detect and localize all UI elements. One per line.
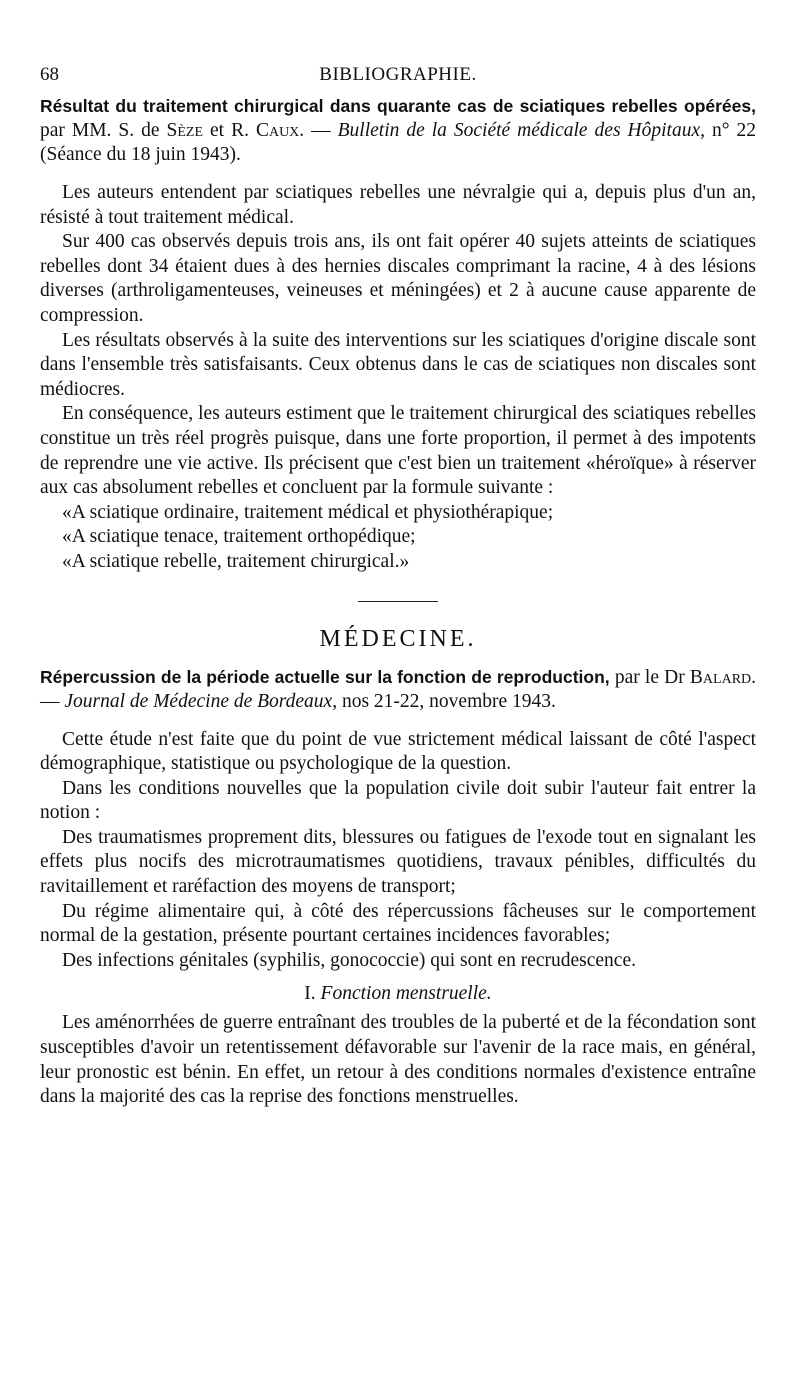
entry-2-body [40,728,756,974]
quote-line: «A sciatique tenace, traitement orthopédique; [62,526,416,548]
subsection-heading [40,983,756,1005]
running-header [40,64,756,94]
section-divider [358,601,438,602]
entry-1-and: et R. [210,120,249,141]
page-number: 68 [40,64,59,85]
quote-line: «A sciatique ordinaire, traitement médical et physiothérapique; [62,501,554,523]
paragraph: En conséquence, les auteurs estiment que le traitement chirurgical des sciatiques rebelles constitue un très réel progrès puisque, dans une forte proportion, il permet à des impotents de reprendre une vie active. Ils précisent que c'est bien un traitement «héroïque» à réserver aux cas absolument rebelles et concluent par la formule suivante : [40,403,756,499]
subsection-numeral: I. [304,983,316,1005]
bibliography-entry-1 [40,94,756,167]
quote-line: «A sciatique rebelle, traitement chirurgical.» [62,550,410,572]
entry-1-title: Résultat du traitement chirurgical dans quarante cas de sciatiques rebelles opérées, [40,96,756,116]
paragraph: Des infections génitales (syphilis, gonococcie) qui sont en recrudescence. [62,949,636,971]
entry-2-journal: Journal de Médecine de Bordeaux, [64,690,338,712]
paragraph: Les résultats observés à la suite des interventions sur les sciatiques d'origine discale sont dans l'ensemble très satisfaisants. Ceux obtenus dans le cas de sciatiques non discales sont médiocres. [40,329,756,400]
entry-2-reference: nos 21-22, novembre 1943. [341,690,556,712]
entry-1-by: par MM. S. de [40,120,160,141]
section-title: MÉDECINE. [319,625,477,652]
entry-1-body [40,181,756,575]
entry-2-dash: . — [40,666,757,712]
subsection-title: Fonction menstruelle. [320,983,492,1005]
running-title: BIBLIOGRAPHIE. [319,64,477,85]
entry-2-author: Balard [689,666,752,688]
paragraph: Cette étude n'est faite que du point de vue strictement médical laissant de côté l'aspect démographique, statistique ou psychologique de la question. [40,728,756,775]
paragraph: Dans les conditions nouvelles que la population civile doit subir l'auteur fait entrer la notion : [40,777,756,824]
entry-1-dash: . — [299,120,331,141]
subsection-body [40,1011,756,1109]
document-page [40,64,756,1110]
entry-1-author-1: Sèze [166,120,204,141]
entry-2-title: Répercussion de la période actuelle sur la fonction de reproduction, [40,666,610,687]
entry-1-author-2: Caux [255,120,300,141]
paragraph: Des traumatismes proprement dits, blessures ou fatigues de l'exode tout en signalant les effets plus nocifs des microtraumatismes quotidiens, travaux pénibles, difficultés du ravitaillement et raréfaction des moyens de transport; [40,826,756,898]
bibliography-entry-2 [40,665,756,714]
entry-1-journal: Bulletin de la Société médicale des Hôpitaux, [337,120,705,141]
paragraph: Du régime alimentaire qui, à côté des répercussions fâcheuses sur le comportement normal de la gestation, présente pourtant certaines incidences favorables; [40,900,756,947]
entry-2-by: par le Dr [614,666,685,688]
entry-1-reference: n° 22 (Séance du 18 juin 1943). [40,120,757,165]
paragraph: Les auteurs entendent par sciatiques rebelles une névralgie qui a, depuis plus d'un an, résisté à tout traitement médical. [40,182,756,228]
paragraph: Les aménorrhées de guerre entraînant des troubles de la puberté et de la fécondation sont susceptibles d'avoir un retentissement défavorable sur l'avenir de la race mais, en général, leur pronostic est bénin. En effet, un retour à des conditions normales d'existence entraîne dans la majorité des cas la reprise des fonctions menstruelles. [40,1012,756,1108]
paragraph: Sur 400 cas observés depuis trois ans, ils ont fait opérer 40 sujets atteints de sciatiques rebelles dont 34 étaient dues à des hernies discales comprimant la racine, 4 à des lésions diverses (arthroligamenteuses, veineuses et méningées) et 2 à aucune cause apparente de compression. [40,231,756,326]
